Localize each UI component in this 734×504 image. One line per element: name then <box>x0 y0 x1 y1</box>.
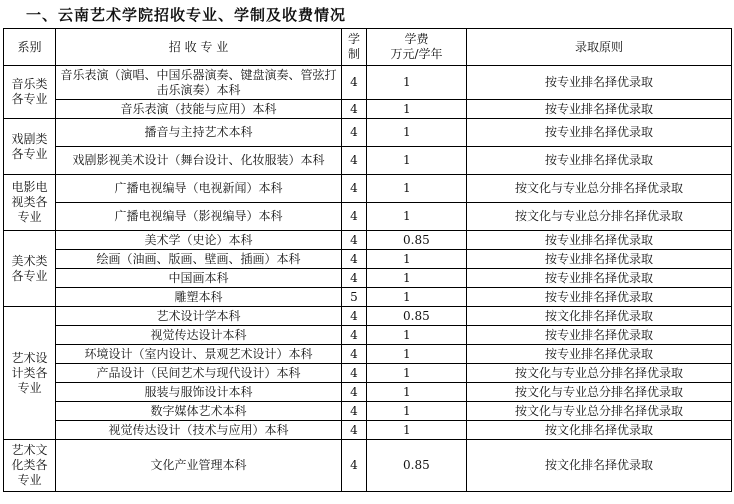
table-row <box>4 364 732 383</box>
dept-cell: 美术类各专业 <box>4 231 56 307</box>
years-cell: 4 <box>342 203 367 231</box>
table-row <box>4 250 732 269</box>
fee-cell: 1 <box>367 250 467 269</box>
principle-cell: 按专业排名择优录取 <box>467 326 732 345</box>
years-cell: 4 <box>342 326 367 345</box>
major-cell: 服装与服饰设计本科 <box>56 383 342 402</box>
major-cell: 美术学（史论）本科 <box>56 231 342 250</box>
fee-cell: 1 <box>367 345 467 364</box>
principle-cell: 按文化与专业总分排名择优录取 <box>467 175 732 203</box>
major-cell: 中国画本科 <box>56 269 342 288</box>
table-row <box>4 383 732 402</box>
fee-cell: 1 <box>367 364 467 383</box>
major-cell: 环境设计（室内设计、景观艺术设计）本科 <box>56 345 342 364</box>
years-cell: 4 <box>342 402 367 421</box>
principle-cell: 按专业排名择优录取 <box>467 119 732 147</box>
principle-cell: 按文化与专业总分排名择优录取 <box>467 364 732 383</box>
header-years-line1: 学 <box>347 32 360 46</box>
major-cell: 戏剧影视美术设计（舞台设计、化妆服装）本科 <box>56 147 342 175</box>
fee-cell: 1 <box>367 269 467 288</box>
table-row <box>4 147 732 175</box>
table-row <box>4 269 732 288</box>
years-cell: 4 <box>342 364 367 383</box>
fee-cell: 1 <box>367 119 467 147</box>
header-years <box>342 29 367 66</box>
principle-cell: 按文化排名择优录取 <box>467 307 732 326</box>
principle-cell: 按专业排名择优录取 <box>467 250 732 269</box>
table-row <box>4 288 732 307</box>
principle-cell: 按专业排名择优录取 <box>467 66 732 100</box>
major-cell: 数字媒体艺术本科 <box>56 402 342 421</box>
admissions-table <box>3 28 732 492</box>
years-cell: 5 <box>342 288 367 307</box>
years-cell: 4 <box>342 66 367 100</box>
years-cell: 4 <box>342 100 367 119</box>
header-fee-line1: 学费 <box>404 32 429 46</box>
header-years-line2: 制 <box>347 47 360 61</box>
page-title: 一、云南艺术学院招收专业、学制及收费情况 <box>26 6 347 24</box>
major-cell: 视觉传达设计（技术与应用）本科 <box>56 421 342 440</box>
table-row <box>4 119 732 147</box>
table-row <box>4 440 732 492</box>
table-row <box>4 203 732 231</box>
years-cell: 4 <box>342 345 367 364</box>
table-row <box>4 307 732 326</box>
major-cell: 音乐表演（演唱、中国乐器演奏、键盘演奏、管弦打击乐演奏）本科 <box>56 66 342 100</box>
table-row <box>4 100 732 119</box>
years-cell: 4 <box>342 175 367 203</box>
major-cell: 播音与主持艺术本科 <box>56 119 342 147</box>
years-cell: 4 <box>342 119 367 147</box>
table-row <box>4 326 732 345</box>
header-dept: 系别 <box>4 29 56 66</box>
major-cell: 视觉传达设计本科 <box>56 326 342 345</box>
fee-cell: 0.85 <box>367 231 467 250</box>
fee-cell: 1 <box>367 100 467 119</box>
table-row <box>4 402 732 421</box>
dept-cell: 艺术文化类各专业 <box>4 440 56 492</box>
principle-cell: 按专业排名择优录取 <box>467 269 732 288</box>
fee-cell: 1 <box>367 147 467 175</box>
dept-cell: 艺术设计类各专业 <box>4 307 56 440</box>
header-fee-line2: 万元/学年 <box>390 47 443 61</box>
dept-cell: 电影电视类各专业 <box>4 175 56 231</box>
fee-cell: 1 <box>367 288 467 307</box>
fee-cell: 1 <box>367 383 467 402</box>
principle-cell: 按专业排名择优录取 <box>467 288 732 307</box>
principle-cell: 按专业排名择优录取 <box>467 100 732 119</box>
fee-cell: 1 <box>367 421 467 440</box>
years-cell: 4 <box>342 383 367 402</box>
principle-cell: 按文化与专业总分排名择优录取 <box>467 203 732 231</box>
table-row <box>4 345 732 364</box>
table-row <box>4 231 732 250</box>
major-cell: 文化产业管理本科 <box>56 440 342 492</box>
principle-cell: 按专业排名择优录取 <box>467 147 732 175</box>
principle-cell: 按专业排名择优录取 <box>467 231 732 250</box>
header-fee <box>367 29 467 66</box>
years-cell: 4 <box>342 231 367 250</box>
principle-cell: 按文化与专业总分排名择优录取 <box>467 383 732 402</box>
years-cell: 4 <box>342 250 367 269</box>
major-cell: 产品设计（民间艺术与现代设计）本科 <box>56 364 342 383</box>
years-cell: 4 <box>342 307 367 326</box>
fee-cell: 1 <box>367 203 467 231</box>
years-cell: 4 <box>342 421 367 440</box>
major-cell: 广播电视编导（影视编导）本科 <box>56 203 342 231</box>
table-header-row <box>4 29 732 66</box>
fee-cell: 0.85 <box>367 440 467 492</box>
table-row <box>4 66 732 100</box>
dept-cell: 戏剧类各专业 <box>4 119 56 175</box>
principle-cell: 按专业排名择优录取 <box>467 345 732 364</box>
fee-cell: 1 <box>367 326 467 345</box>
header-major: 招 收 专 业 <box>56 29 342 66</box>
principle-cell: 按文化排名择优录取 <box>467 440 732 492</box>
years-cell: 4 <box>342 440 367 492</box>
table-row <box>4 175 732 203</box>
major-cell: 广播电视编导（电视新闻）本科 <box>56 175 342 203</box>
major-cell: 音乐表演（技能与应用）本科 <box>56 100 342 119</box>
major-cell: 雕塑本科 <box>56 288 342 307</box>
major-cell: 绘画（油画、版画、壁画、插画）本科 <box>56 250 342 269</box>
principle-cell: 按文化与专业总分排名择优录取 <box>467 402 732 421</box>
fee-cell: 1 <box>367 66 467 100</box>
table-row <box>4 421 732 440</box>
fee-cell: 0.85 <box>367 307 467 326</box>
principle-cell: 按文化排名择优录取 <box>467 421 732 440</box>
header-principle: 录取原则 <box>467 29 732 66</box>
fee-cell: 1 <box>367 402 467 421</box>
years-cell: 4 <box>342 269 367 288</box>
fee-cell: 1 <box>367 175 467 203</box>
major-cell: 艺术设计学本科 <box>56 307 342 326</box>
years-cell: 4 <box>342 147 367 175</box>
dept-cell: 音乐类各专业 <box>4 66 56 119</box>
